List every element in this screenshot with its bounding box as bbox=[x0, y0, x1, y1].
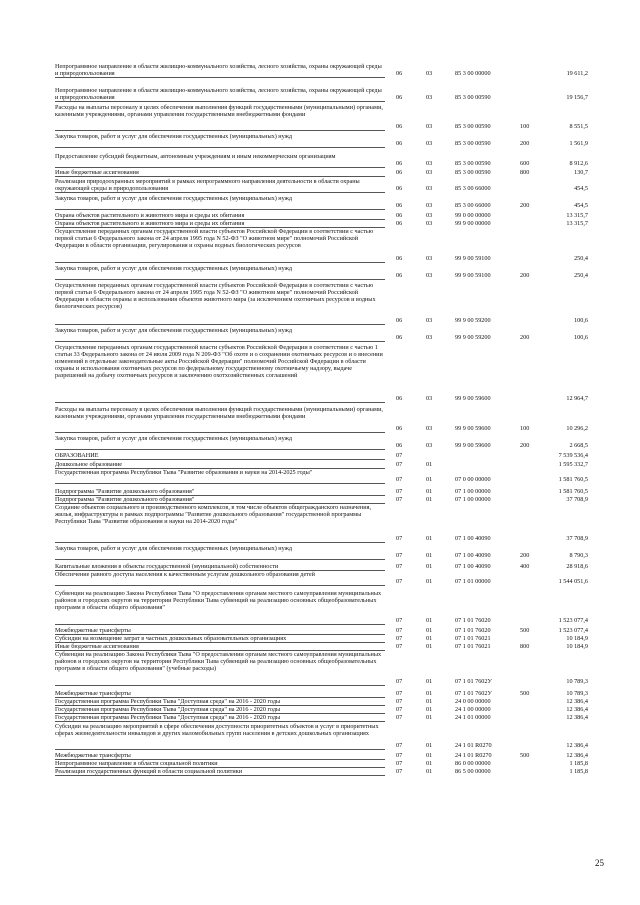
target-article-code: 24 1 00 00000 bbox=[455, 706, 491, 713]
section-code: 06 bbox=[396, 317, 403, 324]
page-number: 25 bbox=[595, 858, 604, 868]
amount: 12 386,4 bbox=[566, 698, 588, 705]
expense-type-code: 200 bbox=[520, 442, 530, 449]
amount: 454,5 bbox=[574, 185, 588, 192]
row-name: Охрана объектов растительного и животного мира и среды их обитания bbox=[55, 212, 245, 219]
expense-type-code: 600 bbox=[520, 160, 530, 167]
subsection-code: 03 bbox=[426, 169, 433, 176]
amount: 8 551,5 bbox=[569, 123, 588, 130]
subsection-code: 03 bbox=[426, 425, 433, 432]
section-code: 07 bbox=[396, 552, 403, 559]
target-article-code: 99 9 00 59200 bbox=[455, 317, 491, 324]
section-code: 07 bbox=[396, 488, 403, 495]
section-code: 07 bbox=[396, 496, 403, 503]
row-name: Предоставление субсидий бюджетным, автономным учреждениям и иным некоммерческим организациям bbox=[55, 153, 336, 160]
amount: 130,7 bbox=[574, 169, 588, 176]
row-divider bbox=[55, 432, 385, 433]
subsection-code: 01 bbox=[426, 760, 433, 767]
subsection-code: 01 bbox=[426, 768, 433, 775]
target-article-code: 99 9 00 00000 bbox=[455, 220, 491, 227]
target-article-code: 85 3 00 66000 bbox=[455, 202, 491, 209]
subsection-code: 03 bbox=[426, 442, 433, 449]
amount: 10 789,3 bbox=[566, 690, 588, 697]
table-row bbox=[0, 752, 640, 759]
table-row bbox=[0, 571, 640, 585]
section-code: 07 bbox=[396, 742, 403, 749]
target-article-code: 85 3 00 00590 bbox=[455, 94, 491, 101]
row-name: Подпрограмма "Развитие дошкольного образования" bbox=[55, 496, 195, 503]
section-code: 07 bbox=[396, 678, 403, 685]
target-article-code: 99 9 00 59100 bbox=[455, 272, 491, 279]
amount: 28 918,6 bbox=[566, 563, 588, 570]
amount: 8 790,3 bbox=[569, 552, 588, 559]
section-code: 06 bbox=[396, 140, 403, 147]
table-row bbox=[0, 768, 640, 775]
section-code: 06 bbox=[396, 70, 403, 77]
row-name: Закупка товаров, работ и услуг для обеспечения государственных (муниципальных) нужд bbox=[55, 435, 293, 442]
row-name: Дошкольное образование bbox=[55, 461, 123, 468]
table-row bbox=[0, 545, 640, 559]
row-name: Непрограммное направление в области жилищно-коммунального хозяйства, лесного хозяйства, охраны окружающей среды и природопользования bbox=[55, 87, 382, 101]
expense-type-code: 500 bbox=[520, 690, 530, 697]
table-row bbox=[0, 496, 640, 503]
amount: 37 708,9 bbox=[566, 496, 588, 503]
amount: 19 611,2 bbox=[566, 70, 588, 77]
target-article-code: 07 1 00 40090 bbox=[455, 552, 491, 559]
subsection-code: 03 bbox=[426, 140, 433, 147]
row-name: Реализация государственных функций в области социальной политики bbox=[55, 768, 243, 775]
amount: 37 708,9 bbox=[566, 535, 588, 542]
table-row bbox=[0, 265, 640, 279]
target-article-code: 99 9 00 59200 bbox=[455, 334, 491, 341]
amount: 10 184,9 bbox=[566, 635, 588, 642]
subsection-code: 01 bbox=[426, 476, 433, 483]
subsection-code: 03 bbox=[426, 123, 433, 130]
section-code: 06 bbox=[396, 220, 403, 227]
row-divider bbox=[55, 341, 385, 342]
subsection-code: 01 bbox=[426, 714, 433, 721]
row-name: Закупка товаров, работ и услуг для обеспечения государственных (муниципальных) нужд bbox=[55, 265, 293, 272]
target-article-code: 07 1 01 76020 bbox=[455, 617, 491, 624]
target-article-code: 07 1 01 76020 bbox=[455, 627, 491, 634]
amount: 10 296,2 bbox=[566, 425, 588, 432]
row-name: Капитальные вложения в объекты государственной (муниципальной) собственности bbox=[55, 563, 279, 570]
target-article-code: 24 1 01 R0270 bbox=[455, 742, 492, 749]
target-article-code: 07 1 01 00000 bbox=[455, 578, 491, 585]
target-article-code: 86 5 00 00000 bbox=[455, 768, 491, 775]
section-code: 06 bbox=[396, 212, 403, 219]
row-divider bbox=[55, 101, 385, 102]
subsection-code: 01 bbox=[426, 552, 433, 559]
subsection-code: 01 bbox=[426, 617, 433, 624]
section-code: 07 bbox=[396, 476, 403, 483]
section-code: 06 bbox=[396, 442, 403, 449]
table-row bbox=[0, 643, 640, 650]
subsection-code: 01 bbox=[426, 742, 433, 749]
section-code: 07 bbox=[396, 635, 403, 642]
expense-type-code: 500 bbox=[520, 752, 530, 759]
expense-type-code: 400 bbox=[520, 563, 530, 570]
row-name: Межбюджетные трансферты bbox=[55, 752, 131, 759]
row-divider bbox=[55, 459, 385, 460]
row-name: Осуществление переданных органам государственной власти субъектов Российской Федерации в соответствии с частью 1 статьи 33 Федерального закона от 24 июля 2009 года N 209-ФЗ "Об охоте и о сохранении охотничьих ресурсов и о внесении изменений в отдельные законодательные акты Российской Федерации" полномочий Российской Федерации в области охраны и использования охотничьих ресурсов по федеральному государственному охотничьему надзору, выдаче разрешений на добычу охотничьих ресурсов и заключению охотхозяйственных соглашений bbox=[55, 344, 383, 379]
target-article-code: 07 1 00 40090 bbox=[455, 563, 491, 570]
row-name: Подпрограмма "Развитие дошкольного образования" bbox=[55, 488, 195, 495]
subsection-code: 01 bbox=[426, 578, 433, 585]
row-divider bbox=[55, 585, 385, 586]
amount: 12 964,7 bbox=[566, 395, 588, 402]
row-name: Обеспечение равного доступа населения к качественным услугам дошкольного образования детей bbox=[55, 571, 315, 578]
row-name: Иные бюджетные ассигнования bbox=[55, 643, 139, 650]
row-name: Государственная программа Республики Тыва "Доступная среда" на 2016 - 2020 годы bbox=[55, 706, 281, 713]
row-name: Расходы на выплаты персоналу в целях обеспечения выполнения функций государственными (муниципальными) органами, казенными учреждениями, органами управления государственными внебюджетными фондами bbox=[55, 406, 383, 420]
row-divider bbox=[55, 167, 385, 168]
table-row bbox=[0, 228, 640, 262]
row-divider bbox=[55, 209, 385, 210]
expense-type-code: 100 bbox=[520, 425, 530, 432]
section-code: 06 bbox=[396, 425, 403, 432]
section-code: 07 bbox=[396, 698, 403, 705]
section-code: 06 bbox=[396, 185, 403, 192]
row-divider bbox=[55, 775, 385, 776]
row-divider bbox=[55, 449, 385, 450]
row-name: Закупка товаров, работ и услуг для обеспечения государственных (муниципальных) нужд bbox=[55, 545, 293, 552]
table-row bbox=[0, 714, 640, 721]
section-code: 07 bbox=[396, 768, 403, 775]
subsection-code: 03 bbox=[426, 160, 433, 167]
amount: 10 184,9 bbox=[566, 643, 588, 650]
target-article-code: 07 0 00 00000 bbox=[455, 476, 491, 483]
amount: 12 386,4 bbox=[566, 752, 588, 759]
section-code: 07 bbox=[396, 760, 403, 767]
target-article-code: 99 9 00 59100 bbox=[455, 255, 491, 262]
table-row bbox=[0, 698, 640, 705]
subsection-code: 03 bbox=[426, 220, 433, 227]
target-article-code: 85 3 00 00590 bbox=[455, 160, 491, 167]
row-name: Реализация природоохранных мероприятий в рамках непрограммного направления деятельности в области охраны окружающей среды и природопользования bbox=[55, 178, 360, 192]
section-code: 06 bbox=[396, 123, 403, 130]
table-row bbox=[0, 153, 640, 167]
section-code: 06 bbox=[396, 255, 403, 262]
subsection-code: 03 bbox=[426, 334, 433, 341]
amount: 1 523 077,4 bbox=[558, 627, 588, 634]
subsection-code: 01 bbox=[426, 635, 433, 642]
table-row bbox=[0, 344, 640, 402]
row-divider bbox=[55, 685, 385, 686]
section-code: 07 bbox=[396, 690, 403, 697]
table-row bbox=[0, 706, 640, 713]
row-divider bbox=[55, 279, 385, 280]
section-code: 06 bbox=[396, 272, 403, 279]
subsection-code: 01 bbox=[426, 535, 433, 542]
section-code: 07 bbox=[396, 535, 403, 542]
target-article-code: 07 1 01 7602У bbox=[455, 678, 492, 685]
row-name: Непрограммное направление в области социальной политики bbox=[55, 760, 218, 767]
target-article-code: 24 0 00 00000 bbox=[455, 698, 491, 705]
section-code: 07 bbox=[396, 617, 403, 624]
row-name: Расходы на выплаты персоналу в целях обеспечения выполнения функций государственными (муниципальными) органами, казенными учреждениями, органами управления государственными внебюджетными фондами bbox=[55, 104, 383, 118]
amount: 100,6 bbox=[574, 334, 588, 341]
subsection-code: 01 bbox=[426, 678, 433, 685]
subsection-code: 03 bbox=[426, 212, 433, 219]
expense-type-code: 200 bbox=[520, 140, 530, 147]
subsection-code: 03 bbox=[426, 255, 433, 262]
subsection-code: 01 bbox=[426, 627, 433, 634]
subsection-code: 01 bbox=[426, 563, 433, 570]
expense-type-code: 200 bbox=[520, 202, 530, 209]
section-code: 07 bbox=[396, 643, 403, 650]
row-divider bbox=[55, 542, 385, 543]
target-article-code: 85 3 00 00590 bbox=[455, 169, 491, 176]
row-divider bbox=[55, 402, 385, 403]
row-divider bbox=[55, 559, 385, 560]
row-name: Закупка товаров, работ и услуг для обеспечения государственных (муниципальных) нужд bbox=[55, 327, 293, 334]
table-row bbox=[0, 635, 640, 642]
table-row bbox=[0, 488, 640, 495]
row-name: Иные бюджетные ассигнования bbox=[55, 169, 139, 176]
target-article-code: 07 1 00 00000 bbox=[455, 488, 491, 495]
table-row bbox=[0, 627, 640, 634]
section-code: 06 bbox=[396, 94, 403, 101]
amount: 7 539 536,4 bbox=[558, 452, 588, 459]
section-code: 07 bbox=[396, 752, 403, 759]
amount: 1 581 760,5 bbox=[558, 488, 588, 495]
table-row bbox=[0, 723, 640, 749]
row-name: Субвенции на реализацию Закона Республики Тыва "О предоставлении органам местного самоуправления муниципальных районов и городских округов на территории Республики Тыва субвенций на реализацию основных общеобразовательных программ в области общего образования" (учебные расходы) bbox=[55, 651, 382, 672]
row-name: ОБРАЗОВАНИЕ bbox=[55, 452, 99, 459]
target-article-code: 85 3 00 00590 bbox=[455, 140, 491, 147]
section-code: 07 bbox=[396, 461, 403, 468]
row-name: Государственная программа Республики Тыва "Доступная среда" на 2016 - 2020 годы bbox=[55, 714, 281, 721]
expense-type-code: 800 bbox=[520, 169, 530, 176]
table-row bbox=[0, 87, 640, 101]
section-code: 06 bbox=[396, 169, 403, 176]
row-name: Охрана объектов растительного и животного мира и среды их обитания bbox=[55, 220, 245, 227]
table-row bbox=[0, 461, 640, 468]
subsection-code: 03 bbox=[426, 185, 433, 192]
section-code: 06 bbox=[396, 395, 403, 402]
table-row bbox=[0, 327, 640, 341]
amount: 12 386,4 bbox=[566, 706, 588, 713]
table-row bbox=[0, 63, 640, 77]
amount: 454,5 bbox=[574, 202, 588, 209]
amount: 250,4 bbox=[574, 272, 588, 279]
target-article-code: 07 1 00 00000 bbox=[455, 496, 491, 503]
section-code: 07 bbox=[396, 706, 403, 713]
table-row bbox=[0, 169, 640, 176]
amount: 1 523 077,4 bbox=[558, 617, 588, 624]
table-row bbox=[0, 133, 640, 147]
target-article-code: 85 3 00 66000 bbox=[455, 185, 491, 192]
target-article-code: 99 9 00 59600 bbox=[455, 425, 491, 432]
target-article-code: 99 9 00 59600 bbox=[455, 442, 491, 449]
amount: 19 156,7 bbox=[566, 94, 588, 101]
table-row bbox=[0, 282, 640, 324]
row-divider bbox=[55, 483, 385, 484]
row-divider bbox=[55, 147, 385, 148]
table-row bbox=[0, 212, 640, 219]
amount: 1 581 760,5 bbox=[558, 476, 588, 483]
section-code: 07 bbox=[396, 563, 403, 570]
subsection-code: 03 bbox=[426, 317, 433, 324]
row-name: Субсидии на возмещение затрат в частных дошкольных образовательных организациях bbox=[55, 635, 287, 642]
table-row bbox=[0, 178, 640, 192]
amount: 1 185,8 bbox=[569, 760, 588, 767]
target-article-code: 86 0 00 00000 bbox=[455, 760, 491, 767]
expense-type-code: 100 bbox=[520, 123, 530, 130]
subsection-code: 03 bbox=[426, 202, 433, 209]
subsection-code: 01 bbox=[426, 752, 433, 759]
table-row bbox=[0, 195, 640, 209]
row-name: Субвенции на реализацию Закона Республики Тыва "О предоставлении органам местного самоуправления муниципальных районов и городских округов на территории Республики Тыва субвенций на реализацию основных общеобразовательных программ в области общего образования" bbox=[55, 590, 382, 611]
amount: 8 912,6 bbox=[569, 160, 588, 167]
table-row bbox=[0, 760, 640, 767]
table-row bbox=[0, 504, 640, 542]
row-name: Осуществление переданных органам государственной власти субъектов Российской Федерации в соответствии с частью первой статьи 6 Федерального закона от 24 апреля 1995 года N 52-ФЗ "О животном мире" полномочий Российской Федерации в области организации, регулирования и охраны водных биологических ресурсов bbox=[55, 228, 374, 249]
target-article-code: 07 1 00 40090 bbox=[455, 535, 491, 542]
table-row bbox=[0, 469, 640, 483]
table-row bbox=[0, 651, 640, 685]
amount: 10 789,3 bbox=[566, 678, 588, 685]
target-article-code: 07 1 01 76021 bbox=[455, 643, 491, 650]
expense-type-code: 200 bbox=[520, 334, 530, 341]
amount: 2 668,5 bbox=[569, 442, 588, 449]
section-code: 07 bbox=[396, 578, 403, 585]
target-article-code: 24 1 01 00000 bbox=[455, 714, 491, 721]
subsection-code: 01 bbox=[426, 706, 433, 713]
row-name: Межбюджетные трансферты bbox=[55, 690, 131, 697]
target-article-code: 85 3 00 00000 bbox=[455, 70, 491, 77]
amount: 13 315,7 bbox=[566, 212, 588, 219]
table-row bbox=[0, 406, 640, 432]
subsection-code: 03 bbox=[426, 272, 433, 279]
table-row bbox=[0, 563, 640, 570]
row-divider bbox=[55, 192, 385, 193]
amount: 13 315,7 bbox=[566, 220, 588, 227]
row-divider bbox=[55, 721, 385, 722]
subsection-code: 01 bbox=[426, 496, 433, 503]
target-article-code: 24 1 01 R0270 bbox=[455, 752, 492, 759]
row-divider bbox=[55, 176, 385, 177]
amount: 1 185,8 bbox=[569, 768, 588, 775]
target-article-code: 07 1 01 7602У bbox=[455, 690, 492, 697]
table-row bbox=[0, 435, 640, 449]
table-row bbox=[0, 452, 640, 459]
amount: 12 386,4 bbox=[566, 714, 588, 721]
section-code: 06 bbox=[396, 160, 403, 167]
target-article-code: 99 0 00 00000 bbox=[455, 212, 491, 219]
expense-type-code: 200 bbox=[520, 552, 530, 559]
row-divider bbox=[55, 324, 385, 325]
subsection-code: 01 bbox=[426, 643, 433, 650]
table-row bbox=[0, 590, 640, 624]
table-row bbox=[0, 220, 640, 227]
row-name: Межбюджетные трансферты bbox=[55, 627, 131, 634]
row-name: Закупка товаров, работ и услуг для обеспечения государственных (муниципальных) нужд bbox=[55, 133, 293, 140]
expense-type-code: 200 bbox=[520, 272, 530, 279]
subsection-code: 01 bbox=[426, 690, 433, 697]
section-code: 07 bbox=[396, 627, 403, 634]
section-code: 06 bbox=[396, 334, 403, 341]
row-divider bbox=[55, 749, 385, 750]
table-row bbox=[0, 690, 640, 697]
amount: 1 595 332,7 bbox=[558, 461, 588, 468]
row-name: Государственная программа Республики Тыва "Развитие образования и науки на 2014-2025 годы" bbox=[55, 469, 313, 476]
expense-type-code: 800 bbox=[520, 643, 530, 650]
amount: 100,6 bbox=[574, 317, 588, 324]
expense-type-code: 500 bbox=[520, 627, 530, 634]
target-article-code: 85 3 00 00590 bbox=[455, 123, 491, 130]
section-code: 07 bbox=[396, 714, 403, 721]
row-name: Осуществление переданных органам государственной власти субъектов Российской Федерации в соответствии с частью первой статьи 6 Федерального закона от 24 апреля 1995 года N 52-ФЗ "О животном мире" полномочий Российской Федерации в области охраны и использования объектов животного мира (за исключением охотничьих ресурсов и водных биологических ресурсов) bbox=[55, 282, 376, 310]
subsection-code: 01 bbox=[426, 461, 433, 468]
target-article-code: 07 1 01 76021 bbox=[455, 635, 491, 642]
amount: 1 561,9 bbox=[569, 140, 588, 147]
subsection-code: 03 bbox=[426, 395, 433, 402]
row-name: Государственная программа Республики Тыва "Доступная среда" на 2016 - 2020 годы bbox=[55, 698, 281, 705]
subsection-code: 01 bbox=[426, 488, 433, 495]
row-name: Создание объектов социального и производственного комплексов, в том числе объектов общегражданского назначения, жилья, инфраструктуры в рамках подпрограммы "Развитие дошкольного образования" государственной программы Республики Тыва "Развитие образования и науки на 2014-2020 годы" bbox=[55, 504, 371, 525]
table-row bbox=[0, 104, 640, 130]
amount: 12 386,4 bbox=[566, 742, 588, 749]
row-name: Непрограммное направление в области жилищно-коммунального хозяйства, лесного хозяйства, охраны окружающей среды и природопользования bbox=[55, 63, 382, 77]
section-code: 07 bbox=[396, 452, 403, 459]
amount: 1 544 051,6 bbox=[558, 578, 588, 585]
row-divider bbox=[55, 130, 385, 131]
subsection-code: 03 bbox=[426, 70, 433, 77]
row-name: Закупка товаров, работ и услуг для обеспечения государственных (муниципальных) нужд bbox=[55, 195, 293, 202]
row-divider bbox=[55, 624, 385, 625]
amount: 250,4 bbox=[574, 255, 588, 262]
target-article-code: 99 9 00 59600 bbox=[455, 395, 491, 402]
row-divider bbox=[55, 77, 385, 78]
row-name: Субсидии на реализацию мероприятий в сфере обеспечения доступности приоритетных объектов и услуг в приоритетных сферах жизнедеятельности инвалидов и других маломобильных групп населения в детских дошкольных организациях bbox=[55, 723, 379, 737]
subsection-code: 01 bbox=[426, 698, 433, 705]
row-divider bbox=[55, 262, 385, 263]
section-code: 06 bbox=[396, 202, 403, 209]
subsection-code: 03 bbox=[426, 94, 433, 101]
